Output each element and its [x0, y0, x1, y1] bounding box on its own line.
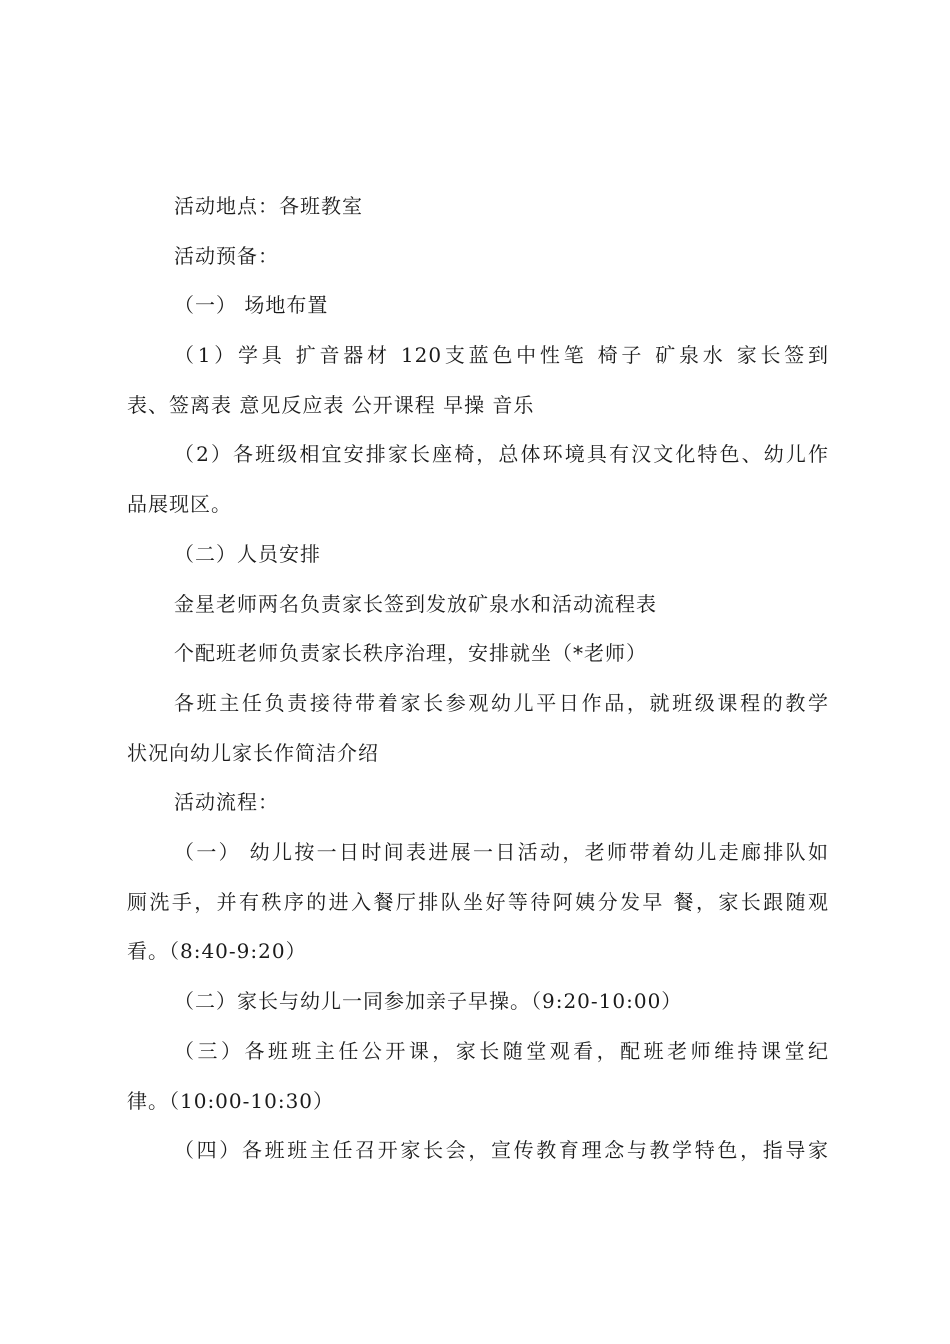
process-step-1-line-3: 看。（8:40-9:20）	[127, 939, 307, 963]
supplies-line-1: （1）学具 扩音器材 120支蓝色中性笔 椅子 矿泉水 家长签到	[174, 343, 829, 367]
process-heading: 活动流程：	[174, 790, 279, 814]
process-step-1-line-2: 厕洗手，并有秩序的进入餐厅排队坐好等待阿姨分发早 餐，家长跟随观	[127, 890, 829, 914]
staff-line-2: 个配班老师负责家长秩序治理，安排就坐（*老师）	[174, 641, 647, 665]
process-step-2: （二）家长与幼儿一同参加亲子早操。（9:20-10:00）	[174, 989, 683, 1013]
staff-line-1: 金星老师两名负责家长签到发放矿泉水和活动流程表	[174, 592, 657, 616]
staff-line-3: 各班主任负责接待带着家长参观幼儿平日作品，就班级课程的教学	[174, 691, 829, 715]
staff-heading: （二）人员安排	[174, 542, 321, 566]
process-step-3-line-1: （三）各班班主任公开课，家长随堂观看，配班老师维持课堂纪	[174, 1039, 829, 1063]
supplies-line-2: 表、签离表 意见反应表 公开课程 早操 音乐	[127, 393, 535, 417]
staff-line-4: 状况向幼儿家长作简洁介绍	[127, 741, 379, 765]
seating-line-2: 品展现区。	[127, 492, 232, 516]
process-step-3-line-2: 律。（10:00-10:30）	[127, 1089, 335, 1113]
seating-line-1: （2）各班级相宜安排家长座椅，总体环境具有汉文化特色、幼儿作	[174, 442, 829, 466]
venue-line: 活动地点：各班教室	[174, 194, 363, 218]
process-step-1-line-1: （一） 幼儿按一日时间表进展一日活动，老师带着幼儿走廊排队如	[174, 840, 829, 864]
site-layout-heading: （一） 场地布置	[174, 293, 329, 317]
preparation-heading: 活动预备：	[174, 244, 279, 268]
process-step-4-line-1: （四）各班班主任召开家长会，宣传教育理念与教学特色，指导家	[174, 1138, 829, 1162]
